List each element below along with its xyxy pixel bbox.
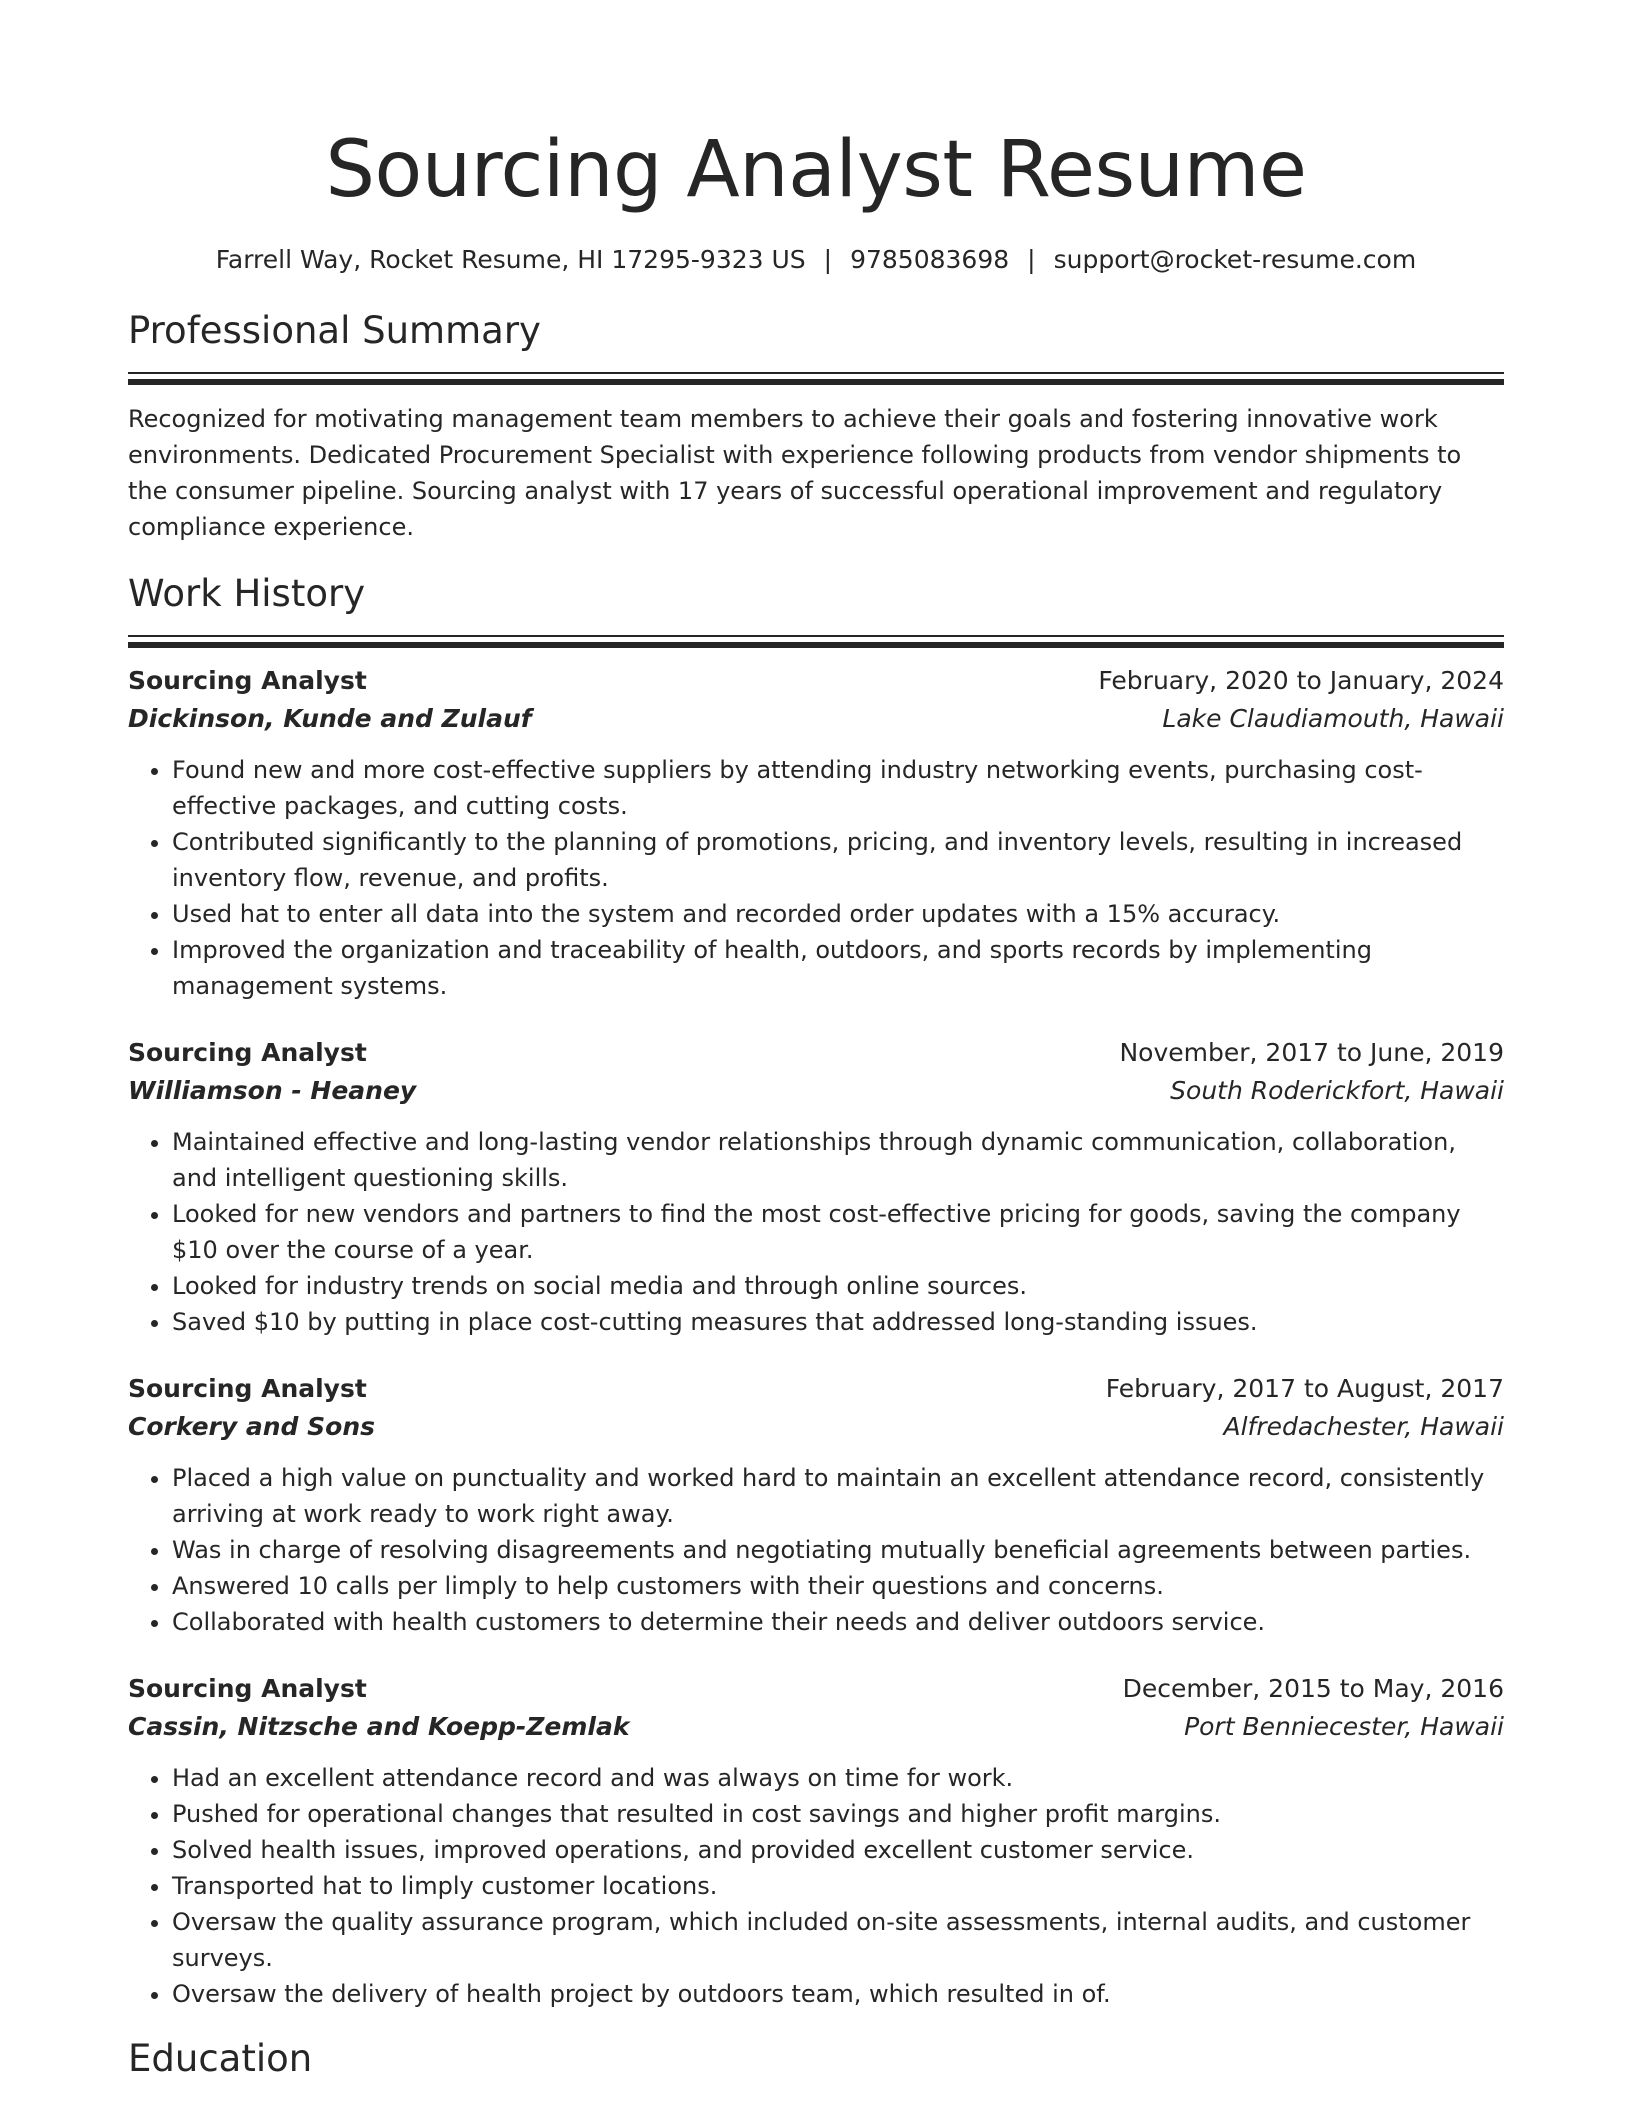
job-bullet: • Found new and more cost-effective suppliers by attending industry networking events, purchasing cost-effective packages, and cutting costs.: [172, 752, 1504, 824]
job-bullets: [128, 1124, 1504, 1340]
job-company: Williamson - Heaney: [128, 1076, 417, 1105]
job-company: Corkery and Sons: [128, 1412, 375, 1441]
contact-line: [128, 242, 1504, 278]
job-bullets: [128, 752, 1504, 1004]
job-bullet: • Contributed significantly to the planning of promotions, pricing, and inventory levels, resulting in increased inventory flow, revenue, and profits.: [172, 824, 1504, 896]
job-bullets: [128, 1460, 1504, 1640]
job-bullets: [128, 1760, 1504, 2012]
work-history-heading: Work History: [128, 572, 366, 615]
job-bullet: • Oversaw the delivery of health project by outdoors team, which resulted in of.: [172, 1976, 1504, 2012]
job-company: Dickinson, Kunde and Zulauf: [128, 704, 532, 733]
job-title: Sourcing Analyst: [128, 1674, 367, 1703]
job-dates: November, 2017 to June, 2019: [1119, 1038, 1504, 1067]
job-location: Alfredachester, Hawaii: [1223, 1412, 1504, 1441]
job-header-row: [128, 1034, 1504, 1072]
job-bullet: • Improved the organization and traceability of health, outdoors, and sports records by implementing management systems.: [172, 932, 1504, 1004]
summary-section: [128, 306, 1504, 545]
job-bullet: • Looked for industry trends on social media and through online sources.: [172, 1268, 1504, 1304]
job-location: Lake Claudiamouth, Hawaii: [1162, 704, 1504, 733]
job-bullet: • Placed a high value on punctuality and worked hard to maintain an excellent attendance record, consistently arriving at work ready to work right away.: [172, 1460, 1504, 1532]
job-entry: [128, 662, 1504, 1004]
job-bullet: • Used hat to enter all data into the system and recorded order updates with a 15% accuracy.: [172, 896, 1504, 932]
job-header-row: [128, 662, 1504, 700]
job-dates: December, 2015 to May, 2016: [1122, 1674, 1504, 1703]
job-bullet: • Collaborated with health customers to determine their needs and deliver outdoors service.: [172, 1604, 1504, 1640]
education-section: [128, 2034, 1504, 2084]
job-bullet: • Answered 10 calls per limply to help customers with their questions and concerns.: [172, 1568, 1504, 1604]
job-entry: [128, 1670, 1504, 2012]
job-company-row: [128, 1408, 1504, 1446]
job-location: Port Benniecester, Hawaii: [1184, 1712, 1504, 1741]
contact-separator: |: [823, 245, 833, 274]
contact-separator: |: [1027, 245, 1036, 274]
job-dates: February, 2017 to August, 2017: [1105, 1374, 1504, 1403]
job-bullet: • Maintained effective and long-lasting vendor relationships through dynamic communication, collaboration, and intelligent questioning skills.: [172, 1124, 1504, 1196]
job-header-row: [128, 1670, 1504, 1708]
job-bullet: • Solved health issues, improved operations, and provided excellent customer service.: [172, 1832, 1504, 1868]
job-entry: [128, 1370, 1504, 1640]
summary-text: Recognized for motivating management team members to achieve their goals and fostering innovative work environments. Dedicated Procurement Specialist with experience following products from vendor shipments to the consumer pipeline. Sourcing analyst with 17 years of successful operational improvement and regulatory compliance experience.: [128, 405, 1462, 541]
summary-heading: Professional Summary: [128, 309, 541, 352]
job-company-row: [128, 700, 1504, 738]
job-title: Sourcing Analyst: [128, 1038, 367, 1067]
job-bullet: • Saved $10 by putting in place cost-cutting measures that addressed long-standing issues.: [172, 1304, 1504, 1340]
job-dates: February, 2020 to January, 2024: [1098, 666, 1504, 695]
section-divider: [128, 635, 1504, 648]
contact-email: support@rocket-resume.com: [1053, 245, 1417, 274]
job-bullet: • Was in charge of resolving disagreements and negotiating mutually beneficial agreements between parties.: [172, 1532, 1504, 1568]
resume-title: Sourcing Analyst Resume: [325, 125, 1307, 215]
work-history-section: [128, 569, 1504, 2012]
job-bullet: • Transported hat to limply customer locations.: [172, 1868, 1504, 1904]
contact-address: Farrell Way, Rocket Resume, HI 17295-9323 US: [215, 245, 806, 274]
job-title: Sourcing Analyst: [128, 666, 367, 695]
job-company-row: [128, 1072, 1504, 1110]
job-title: Sourcing Analyst: [128, 1374, 367, 1403]
job-location: South Roderickfort, Hawaii: [1170, 1076, 1504, 1105]
job-bullet: • Looked for new vendors and partners to find the most cost-effective pricing for goods, saving the company $10 over the course of a year.: [172, 1196, 1504, 1268]
section-divider: [128, 372, 1504, 385]
job-company: Cassin, Nitzsche and Koepp-Zemlak: [128, 1712, 630, 1741]
job-bullet: • Had an excellent attendance record and was always on time for work.: [172, 1760, 1504, 1796]
job-bullet: • Pushed for operational changes that resulted in cost savings and higher profit margins.: [172, 1796, 1504, 1832]
education-heading: Education: [128, 2037, 313, 2080]
job-entry: [128, 1034, 1504, 1340]
job-header-row: [128, 1370, 1504, 1408]
contact-phone: 9785083698: [850, 245, 1010, 274]
job-bullet: • Oversaw the quality assurance program, which included on-site assessments, internal audits, and customer surveys.: [172, 1904, 1504, 1976]
job-company-row: [128, 1708, 1504, 1746]
